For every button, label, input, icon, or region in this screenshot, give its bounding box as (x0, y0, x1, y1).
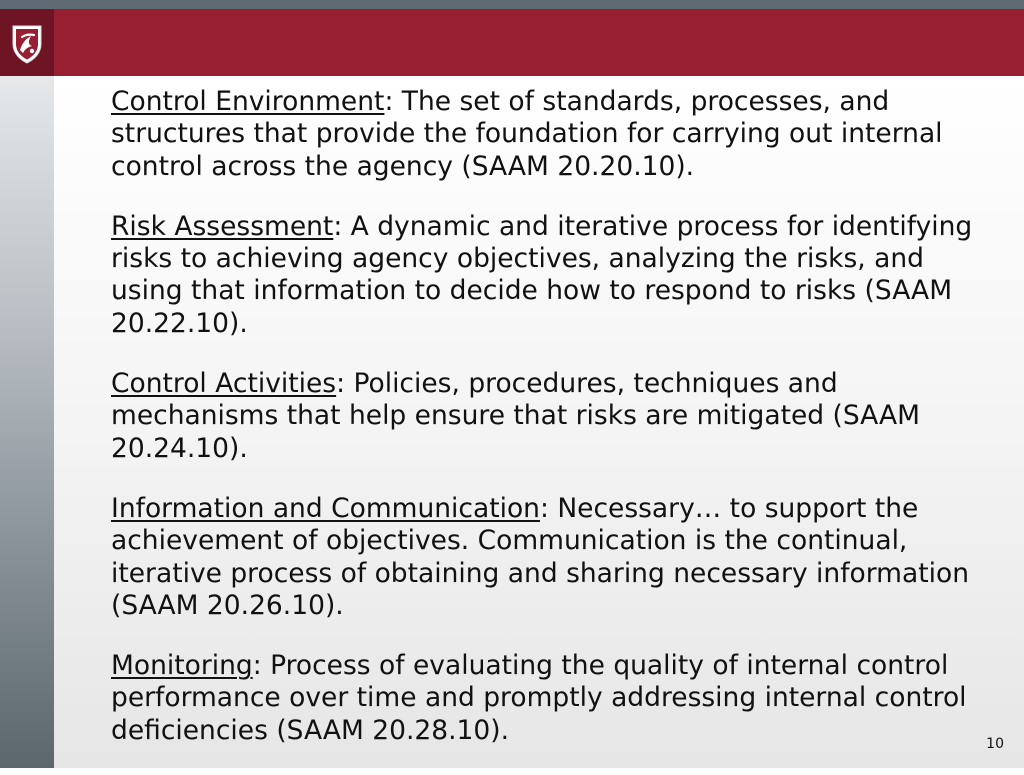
term-label: Control Activities (111, 368, 337, 400)
page-number: 10 (986, 736, 1004, 752)
definition-text: : Necessary… to support the achievement of objectives. Communication is the continual, iterative process of obtaining and sharing necessary information (SAAM 20.26.10). (111, 492, 969, 621)
definition-monitoring (111, 650, 991, 747)
definition-text: : The set of standards, processes, and structures that provide the foundation for carrying out internal control across the agency (SAAM 20.20.10). (111, 86, 943, 182)
term-label: Risk Assessment (111, 210, 334, 242)
definition-text: : Policies, procedures, techniques and mechanisms that help ensure that risks are mitigated (SAAM 20.24.10). (111, 368, 921, 464)
university-shield-logo-icon (10, 22, 44, 64)
term-label: Control Environment (111, 86, 385, 117)
top-strip (0, 0, 1024, 9)
term-label: Monitoring (111, 650, 253, 682)
logo-container (0, 9, 54, 76)
definition-control-environment (111, 86, 991, 183)
header-bar (0, 9, 1024, 76)
definition-risk-assessment (111, 211, 991, 340)
definition-control-activities (111, 368, 991, 465)
definition-text: : A dynamic and iterative process for identifying risks to achieving agency objectives, analyzing the risks, and using that information to decide how to respond to risks (SAAM 20.22.10). (111, 210, 973, 339)
definitions-list (111, 86, 991, 775)
term-label: Information and Communication (111, 492, 540, 524)
definition-information-and-communication (111, 493, 991, 622)
definition-text: : Process of evaluating the quality of internal control performance over time and promptly addressing internal control deficiencies (SAAM 20.28.10). (111, 650, 967, 746)
left-side-bar (0, 76, 54, 768)
